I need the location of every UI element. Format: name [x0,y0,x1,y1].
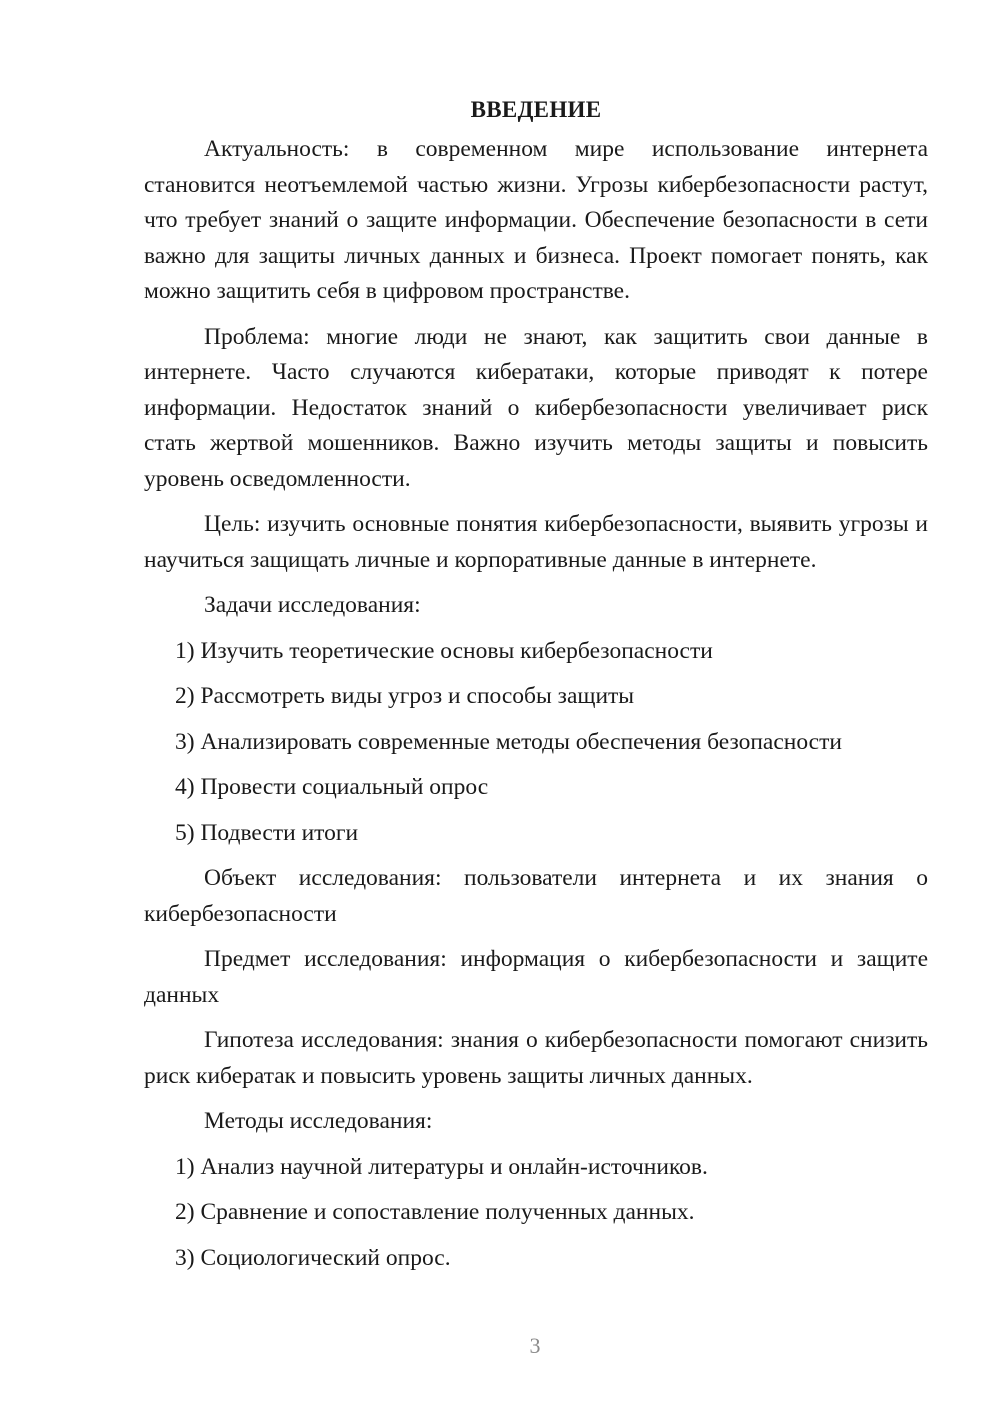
list-item: 1) Изучить теоретические основы кибербезопасности [175,637,713,664]
page-number: 3 [529,1333,541,1358]
list-item: 2) Рассмотреть виды угроз и способы защиты [175,683,635,709]
methods-heading: Методы исследования: [204,1108,433,1134]
tasks-list [144,634,928,852]
relevance-paragraph: Актуальность: в современном мире использование интернета становится неотъемлемой частью жизни. Угрозы кибербезопасности растут, что требует знаний о защите информации. Обеспечение безопасности в сети важно для защиты личных данных и бизнеса. Проект помогает понять, как можно защитить себя в цифровом пространстве. [144,136,928,304]
list-item: 1) Анализ научной литературы и онлайн-источников. [175,1153,708,1180]
list-item: 2) Сравнение и сопоставление полученных данных. [175,1199,695,1225]
tasks-heading: Задачи исследования: [204,592,421,618]
methods-list [144,1150,928,1277]
subject-paragraph: Предмет исследования: информация о кибербезопасности и защите данных [144,946,928,1008]
problem-paragraph: Проблема: многие люди не знают, как защитить свои данные в интернете. Часто случаются кибератаки, которые приводят к потере информации. Недостаток знаний о кибербезопасности увеличивает риск стать жертвой мошенников. Важно изучить методы защиты и повысить уровень осведомленности. [144,323,928,492]
page-title: ВВЕДЕНИЕ [470,97,602,122]
object-paragraph: Объект исследования: пользователи интернета и их знания о кибербезопасности [144,865,928,927]
goal-paragraph: Цель: изучить основные понятия кибербезопасности, выявить угрозы и научиться защищать личные и корпоративные данные в интернете. [144,511,928,573]
list-item: 3) Социологический опрос. [175,1244,451,1271]
page-content [144,92,928,1286]
list-item: 4) Провести социальный опрос [175,774,489,800]
list-item: 3) Анализировать современные методы обеспечения безопасности [175,728,842,755]
list-item: 5) Подвести итоги [175,819,359,846]
hypothesis-paragraph: Гипотеза исследования: знания о кибербезопасности помогают снизить риск кибератак и повысить уровень защиты личных данных. [144,1027,928,1089]
